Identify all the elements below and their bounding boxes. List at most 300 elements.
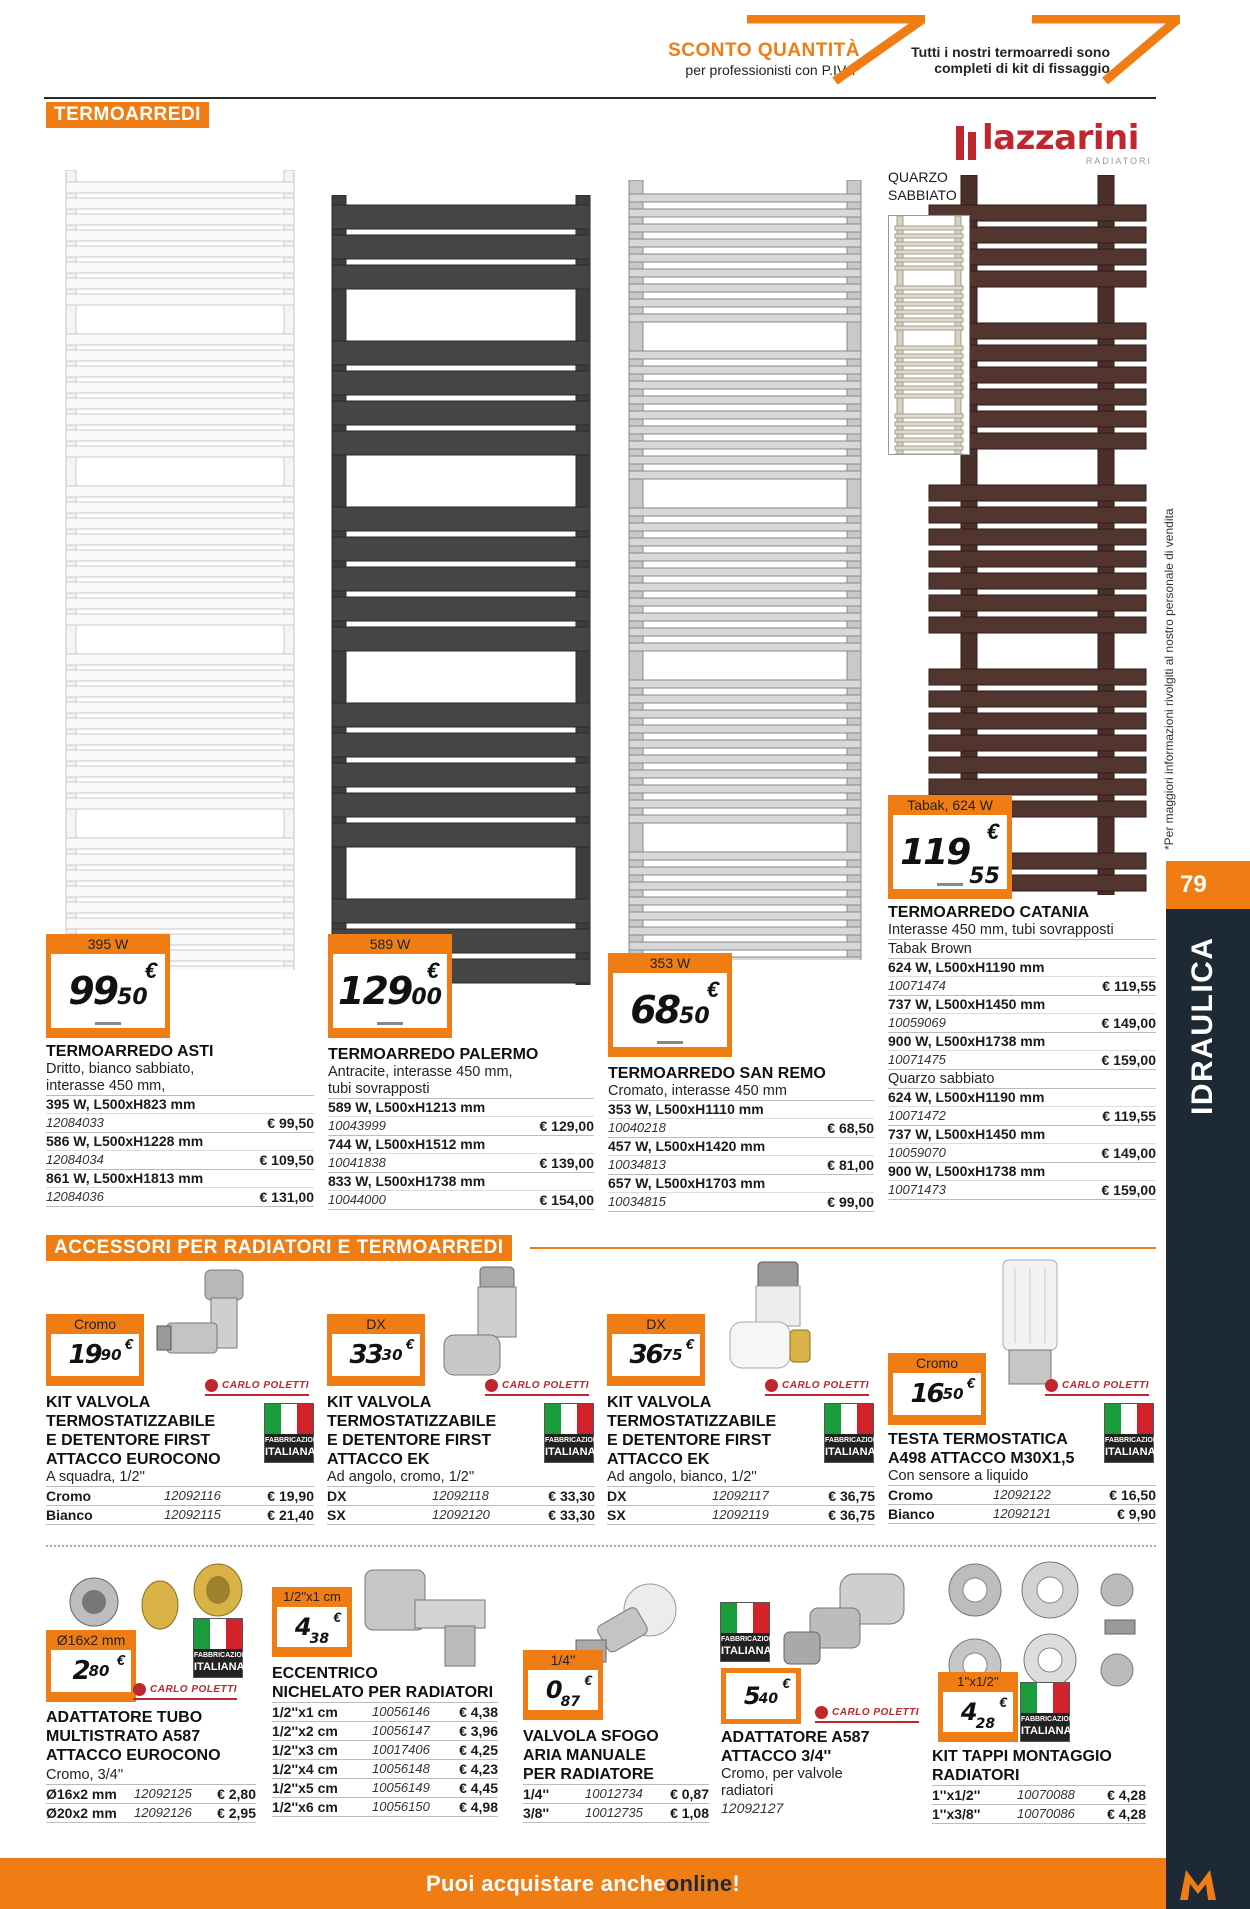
radiator-bar (929, 691, 1146, 707)
acc-item-9 (932, 1747, 1146, 1824)
radiator-bar (332, 567, 590, 591)
acc-title-line: TERMOSTATIZZABILE (607, 1413, 777, 1430)
badge-label-main: ITALIANA (721, 1645, 772, 1657)
eccentrico-image (355, 1560, 495, 1670)
radiator-bar (629, 852, 861, 860)
price-tag-caption: Ø16x2 mm (56, 1632, 126, 1648)
product-title: TERMOARREDO SAN REMO (608, 1065, 826, 1082)
radiator-bar (66, 654, 294, 665)
radiator-bar (66, 486, 294, 497)
variant-price: € 149,00 (1101, 1145, 1156, 1161)
variant-spec: 589 W, L500xH1213 mm (328, 1099, 594, 1117)
price-decimals: 80 (88, 1662, 110, 1680)
acc-variant-row (888, 1505, 1156, 1524)
poletti-brand: CARLO POLETTI (782, 1380, 870, 1391)
radiator-bar (66, 534, 294, 545)
radiator-bar (629, 456, 861, 464)
radiator-bar (629, 710, 861, 718)
product-catania (888, 903, 1156, 1200)
variant-group-label: Quarzo sabbiato (888, 1070, 1156, 1089)
acc-title-line: A498 ATTACCO M30X1,5 (888, 1450, 1075, 1467)
variant-code: 10071473 (888, 1182, 946, 1197)
quarzo-label-line1: QUARZO (888, 169, 948, 185)
fabbricazione-italiana-badge (193, 1618, 252, 1678)
variant-price: € 159,00 (1101, 1052, 1156, 1068)
acc-variant-code: 12092117 (712, 1488, 769, 1503)
acc-variant-code: 10056146 (372, 1704, 430, 1719)
radiator-bar (895, 394, 963, 398)
price-integer: 4 (294, 1613, 310, 1641)
radiator-bar (66, 582, 294, 593)
radiator-bar (929, 507, 1146, 523)
radiator-bar (895, 318, 963, 322)
acc-title-line: TERMOSTATIZZABILE (327, 1413, 497, 1430)
radiator-bar (66, 614, 294, 625)
poletti-mark-icon (1045, 1379, 1058, 1392)
acc-title-line: TERMOSTATIZZABILE (46, 1413, 216, 1430)
radiator-bar (629, 927, 861, 935)
variant-row (46, 1114, 314, 1133)
poletti-underline (133, 1698, 237, 1700)
radiator-bar (895, 250, 963, 254)
acc-variant-code: 12092119 (712, 1507, 769, 1522)
promo-mounting-line2: completi di kit di fissaggio (934, 60, 1110, 77)
acc-variant-price: € 19,90 (267, 1488, 314, 1504)
acc-variant-label: Bianco (46, 1507, 93, 1523)
radiator-bar (629, 912, 861, 920)
acc-desc: Ad angolo, bianco, 1/2'' (607, 1469, 875, 1487)
valve-ek-bianco-image (728, 1260, 828, 1380)
radiator-bar (332, 733, 590, 757)
euro-icon: € (685, 1336, 694, 1353)
poletti-brand: CARLO POLETTI (1062, 1380, 1150, 1391)
radiator-bar (66, 414, 294, 425)
radiator-bar (895, 234, 963, 238)
product-desc-line: Cromato, interasse 450 mm (608, 1083, 874, 1101)
price-tag-acc-1 (46, 1314, 144, 1386)
radiator-palermo-image (330, 195, 592, 985)
badge-label (194, 1649, 252, 1677)
price-tag-acc-2 (327, 1314, 425, 1386)
acc-title-line: ADATTATORE A587 (721, 1729, 870, 1746)
carlo-poletti-logo (815, 1706, 919, 1719)
acc-variant-label: Cromo (888, 1487, 934, 1503)
acc-title-line: NICHELATO PER RADIATORI (272, 1683, 498, 1703)
variant-price: € 99,00 (827, 1194, 874, 1210)
poletti-brand: CARLO POLETTI (832, 1707, 920, 1718)
product-palermo (328, 1045, 594, 1210)
radiator-bar (629, 381, 861, 389)
euro-icon: € (426, 958, 439, 983)
price-decimals: 87 (560, 1694, 581, 1710)
radiator-bar (629, 583, 861, 591)
acc-variant-row (932, 1805, 1146, 1824)
chevron-down-icon (1030, 15, 1180, 85)
acc-variant-code: 10012734 (585, 1786, 643, 1801)
radiator-bar (629, 725, 861, 733)
acc-title-line: ATTACCO EUROCONO (46, 1451, 221, 1468)
radiator-bar (929, 713, 1146, 729)
variant-price: € 99,50 (267, 1115, 314, 1131)
acc-variant-label: 1/2''x1 cm (272, 1704, 338, 1720)
acc-title-line: ATTACCO EK (607, 1451, 710, 1468)
radiator-bar (66, 838, 294, 849)
radiator-bar (66, 918, 294, 929)
italian-flag-icon (1021, 1683, 1069, 1713)
price-tag-small-print (937, 883, 963, 886)
radiator-bar (629, 800, 861, 808)
adapter-a587-image (770, 1568, 910, 1678)
variant-spec: 744 W, L500xH1512 mm (328, 1136, 594, 1154)
price-tag-caption: Tabak, 624 W (907, 797, 993, 813)
price-tag-box (943, 1692, 1013, 1732)
badge-label (1021, 1713, 1079, 1741)
radiator-bar (629, 867, 861, 875)
lazzarini-logo (950, 118, 1156, 170)
variant-row (328, 1191, 594, 1210)
badge-label-top: FABBRICAZIONE (545, 1437, 603, 1444)
radiator-bar (66, 750, 294, 761)
variant-code: 12084033 (46, 1115, 104, 1130)
variant-code: 10071475 (888, 1052, 946, 1067)
radiator-bar (66, 718, 294, 729)
radiator-bar (66, 550, 294, 561)
acc-variant-label: Cromo (46, 1488, 92, 1504)
quarzo-label-line2: SABBIATO (888, 187, 957, 203)
radiator-bar (629, 351, 861, 359)
radiator-bar (66, 870, 294, 881)
radiator-bar (332, 265, 590, 289)
variant-row (608, 1156, 874, 1175)
variant-spec: 395 W, L500xH823 mm (46, 1096, 314, 1114)
page-number: 79 (1166, 861, 1250, 909)
radiator-bar (66, 734, 294, 745)
category-label-text: IDRAULICA (1186, 936, 1219, 1115)
euro-icon: € (706, 977, 719, 1002)
price-tag-box (51, 1334, 139, 1376)
poletti-brand: CARLO POLETTI (150, 1684, 238, 1695)
radiator-bar (66, 198, 294, 209)
acc-variant-row (932, 1786, 1146, 1805)
acc-desc: Cromo, 3/4'' (46, 1767, 256, 1785)
price-tag-caption: DX (646, 1316, 666, 1332)
radiator-bar (629, 613, 861, 621)
price-integer: 16 (910, 1379, 943, 1409)
radiator-bar (332, 627, 590, 651)
quarzo-inset-image (888, 215, 970, 455)
radiator-bar (629, 284, 861, 292)
price-decimals: 50 (942, 1385, 964, 1403)
radiator-bar (66, 446, 294, 457)
radiator-bar (66, 766, 294, 777)
radiator-bar (629, 254, 861, 262)
product-desc-line: Antracite, interasse 450 mm, (328, 1064, 513, 1080)
radiator-bar (332, 793, 590, 817)
radiator-bar (66, 230, 294, 241)
poletti-mark-icon (765, 1379, 778, 1392)
radiator-bar (629, 785, 861, 793)
variant-code: 10059070 (888, 1145, 946, 1160)
acc-title-line: ATTACCO EUROCONO (46, 1747, 221, 1764)
product-asti (46, 1042, 314, 1207)
variant-row (328, 1154, 594, 1173)
variant-spec: 861 W, L500xH1813 mm (46, 1170, 314, 1188)
radiator-asti-image (62, 170, 298, 970)
price-tag-caption: 1/2''x1 cm (283, 1589, 341, 1604)
price-tag-palermo (328, 934, 452, 1038)
price-tag-box (528, 1670, 598, 1710)
radiator-bar (332, 899, 590, 923)
acc-variant-code: 12092116 (164, 1488, 221, 1503)
badge-label-main: ITALIANA (265, 1446, 316, 1458)
online-banner-text: Puoi acquistare anche (425, 1870, 666, 1896)
price-tag-box (613, 973, 727, 1047)
acc-title-line: KIT TAPPI MONTAGGIO (932, 1748, 1112, 1765)
radiator-bar (895, 226, 963, 230)
euro-icon: € (782, 1675, 790, 1691)
acc-variant-row (888, 1486, 1156, 1505)
euro-icon: € (333, 1609, 341, 1625)
radiator-bar (895, 386, 963, 390)
acc-code: 12092127 (721, 1800, 784, 1816)
radiator-bar (332, 205, 590, 229)
info-note: *Per maggiori informazioni rivolgiti al nostro personale di vendita (1162, 508, 1176, 850)
variant-row (888, 977, 1156, 996)
price-tag-caption: Cromo (73, 1316, 116, 1332)
online-banner[interactable] (0, 1858, 1166, 1909)
radiator-bar (66, 886, 294, 897)
acc-item-5 (46, 1708, 256, 1823)
acc-title-line: KIT VALVOLA (327, 1394, 432, 1411)
variant-price: € 159,00 (1101, 1182, 1156, 1198)
acc-desc: Ad angolo, cromo, 1/2'' (327, 1469, 595, 1487)
fabbricazione-italiana-badge (1020, 1682, 1079, 1742)
radiator-bar (629, 680, 861, 688)
euro-icon: € (986, 819, 999, 844)
radiator-bar (629, 598, 861, 606)
variant-code: 10044000 (328, 1192, 386, 1207)
acc-variant-row (272, 1760, 498, 1779)
radiator-bar (629, 755, 861, 763)
price-tag-box (277, 1607, 347, 1647)
acc-variant-code: 12092121 (993, 1506, 1051, 1521)
poletti-mark-icon (205, 1379, 218, 1392)
price-integer: 99 (68, 969, 118, 1013)
badge-label-top: FABBRICAZIONE (825, 1437, 883, 1444)
promo-mounting-line1: Tutti i nostri termoarredi sono (911, 44, 1110, 60)
price-decimals: 28 (975, 1716, 996, 1732)
radiator-bar (629, 194, 861, 202)
acc-variant-code: 12092115 (164, 1507, 221, 1522)
carlo-poletti-logo (133, 1683, 237, 1696)
acc-variant-price: € 4,28 (1107, 1787, 1146, 1803)
acc-variant-price: € 4,98 (459, 1799, 498, 1815)
variant-code: 10034815 (608, 1194, 666, 1209)
acc-item-7 (523, 1727, 709, 1823)
radiator-bar (629, 314, 861, 322)
variant-code: 10034813 (608, 1157, 666, 1172)
acc-variant-code: 10070086 (1017, 1806, 1075, 1821)
euro-icon: € (124, 1336, 133, 1353)
variant-code: 10071474 (888, 978, 946, 993)
variant-code: 10059069 (888, 1015, 946, 1030)
price-tag-box (51, 1650, 131, 1692)
price-integer: 33 (349, 1340, 382, 1370)
price-decimals: 50 (117, 985, 148, 1010)
radiator-bar (66, 702, 294, 713)
variant-spec: 900 W, L500xH1738 mm (888, 1033, 1156, 1051)
product-desc-line: Interasse 450 mm, tubi sovrapposti (888, 922, 1156, 940)
variant-row (328, 1117, 594, 1136)
radiator-bar (66, 246, 294, 257)
price-decimals: 00 (411, 985, 442, 1010)
radiator-bar (895, 354, 963, 358)
poletti-mark-icon (485, 1379, 498, 1392)
radiator-bar (332, 507, 590, 531)
radiator-bar (629, 411, 861, 419)
store-logo-icon[interactable] (1178, 1868, 1218, 1902)
acc-variant-label: Ø16x2 mm (46, 1786, 117, 1802)
badge-label-top: FABBRICAZIONE (1105, 1437, 1163, 1444)
radiator-bar (629, 740, 861, 748)
radiator-bar (895, 302, 963, 306)
radiator-bar (332, 371, 590, 395)
radiator-bar (629, 553, 861, 561)
variant-price: € 149,00 (1101, 1015, 1156, 1031)
section-title-accessori: ACCESSORI PER RADIATORI E TERMOARREDI (46, 1235, 512, 1261)
badge-label-main: ITALIANA (1021, 1725, 1072, 1737)
section-divider (530, 1247, 1156, 1249)
quarzo-label (888, 168, 957, 204)
acc-variant-price: € 4,28 (1107, 1806, 1146, 1822)
acc-title-line: ARIA MANUALE (523, 1747, 646, 1764)
variant-price: € 119,55 (1102, 1108, 1156, 1124)
variant-price: € 81,00 (827, 1157, 874, 1173)
radiator-bar (929, 551, 1146, 567)
badge-label-top: FABBRICAZIONE (194, 1652, 252, 1659)
radiator-bar (629, 366, 861, 374)
price-tag-small-print (377, 1022, 403, 1025)
acc-title-line: TESTA TERMOSTATICA (888, 1431, 1068, 1448)
variant-row (888, 1144, 1156, 1163)
acc-variant-code: 12092122 (993, 1487, 1051, 1502)
variant-price: € 109,50 (259, 1152, 314, 1168)
variant-spec: 900 W, L500xH1738 mm (888, 1163, 1156, 1181)
acc-item-6 (272, 1664, 498, 1817)
acc-title-line: ADATTATORE TUBO (46, 1709, 203, 1726)
carlo-poletti-logo (205, 1379, 309, 1392)
poletti-brand: CARLO POLETTI (222, 1380, 310, 1391)
acc-variant-row (272, 1779, 498, 1798)
radiator-bar (629, 695, 861, 703)
radiator-bar (332, 341, 590, 365)
euro-icon: € (144, 958, 157, 983)
acc-variant-price: € 3,96 (459, 1723, 498, 1739)
acc-title-line: VALVOLA SFOGO (523, 1728, 659, 1745)
radiator-bar (895, 266, 963, 270)
product-title: TERMOARREDO CATANIA (888, 904, 1090, 921)
acc-desc: Con sensore a liquido (888, 1468, 1156, 1486)
radiator-bar (629, 770, 861, 778)
acc-variant-row (327, 1487, 595, 1506)
badge-label (721, 1633, 779, 1661)
radiator-bar (895, 378, 963, 382)
price-tag-box (612, 1334, 700, 1376)
poletti-brand: CARLO POLETTI (502, 1380, 590, 1391)
radiator-bar (66, 350, 294, 361)
euro-icon: € (405, 1336, 414, 1353)
acc-title-line: MULTISTRATO A587 (46, 1728, 201, 1745)
price-integer: 2 (72, 1656, 89, 1686)
radiator-bar (629, 882, 861, 890)
lazzarini-mark-icon (954, 124, 978, 162)
price-tag-acc-8 (721, 1668, 801, 1724)
acc-variant-price: € 2,95 (217, 1805, 256, 1821)
acc-variant-price: € 4,45 (459, 1780, 498, 1796)
valve-ek-cromo-image (440, 1265, 540, 1385)
brand-subtitle: RADIATORI (1085, 156, 1152, 166)
acc-variant-label: SX (327, 1507, 346, 1523)
promo-quantity-title: SCONTO QUANTITÀ (668, 40, 860, 61)
product-sanremo (608, 1064, 874, 1212)
radiator-bar (895, 422, 963, 426)
acc-variant-price: € 2,80 (217, 1786, 256, 1802)
radiator-bar (629, 299, 861, 307)
price-tag-box (726, 1673, 796, 1719)
radiator-bar (929, 779, 1146, 795)
radiator-bar (629, 942, 861, 950)
radiator-bar (929, 757, 1146, 773)
radiator-bar (895, 370, 963, 374)
variant-price: € 68,50 (827, 1120, 874, 1136)
radiator-bar (332, 597, 590, 621)
variant-row (888, 1014, 1156, 1033)
acc-item-4 (888, 1430, 1156, 1524)
radiator-bar (895, 346, 963, 350)
radiator-bar (629, 815, 861, 823)
carlo-poletti-logo (485, 1379, 589, 1392)
price-integer: 36 (629, 1340, 662, 1370)
radiator-bar (629, 897, 861, 905)
acc-variant-label: 1/4'' (523, 1786, 550, 1802)
radiator-bar (66, 398, 294, 409)
price-decimals: 90 (100, 1346, 122, 1364)
radiator-bar (929, 735, 1146, 751)
price-integer: 119 (900, 831, 970, 873)
acc-item-3 (607, 1393, 875, 1525)
price-decimals: 50 (679, 1004, 710, 1029)
poletti-mark-icon (133, 1683, 146, 1696)
product-desc-line: tubi sovrapposti (328, 1081, 594, 1099)
radiator-bar (629, 643, 861, 651)
radiator-bar (66, 670, 294, 681)
acc-item-1 (46, 1393, 314, 1525)
acc-variant-label: 1''x3/8'' (932, 1806, 981, 1822)
radiator-bar (66, 782, 294, 793)
radiator-bar (66, 566, 294, 577)
badge-label-main: ITALIANA (1105, 1446, 1156, 1458)
price-integer: 19 (68, 1340, 101, 1370)
variant-spec: 457 W, L500xH1420 mm (608, 1138, 874, 1156)
radiator-bar (66, 430, 294, 441)
acc-variant-code: 10056150 (372, 1799, 430, 1814)
variant-group-label: Tabak Brown (888, 940, 1156, 959)
product-title: TERMOARREDO PALERMO (328, 1046, 539, 1063)
variant-spec: 586 W, L500xH1228 mm (46, 1133, 314, 1151)
acc-item-8 (721, 1728, 921, 1816)
acc-variant-row (607, 1506, 875, 1525)
radiator-bar (629, 224, 861, 232)
